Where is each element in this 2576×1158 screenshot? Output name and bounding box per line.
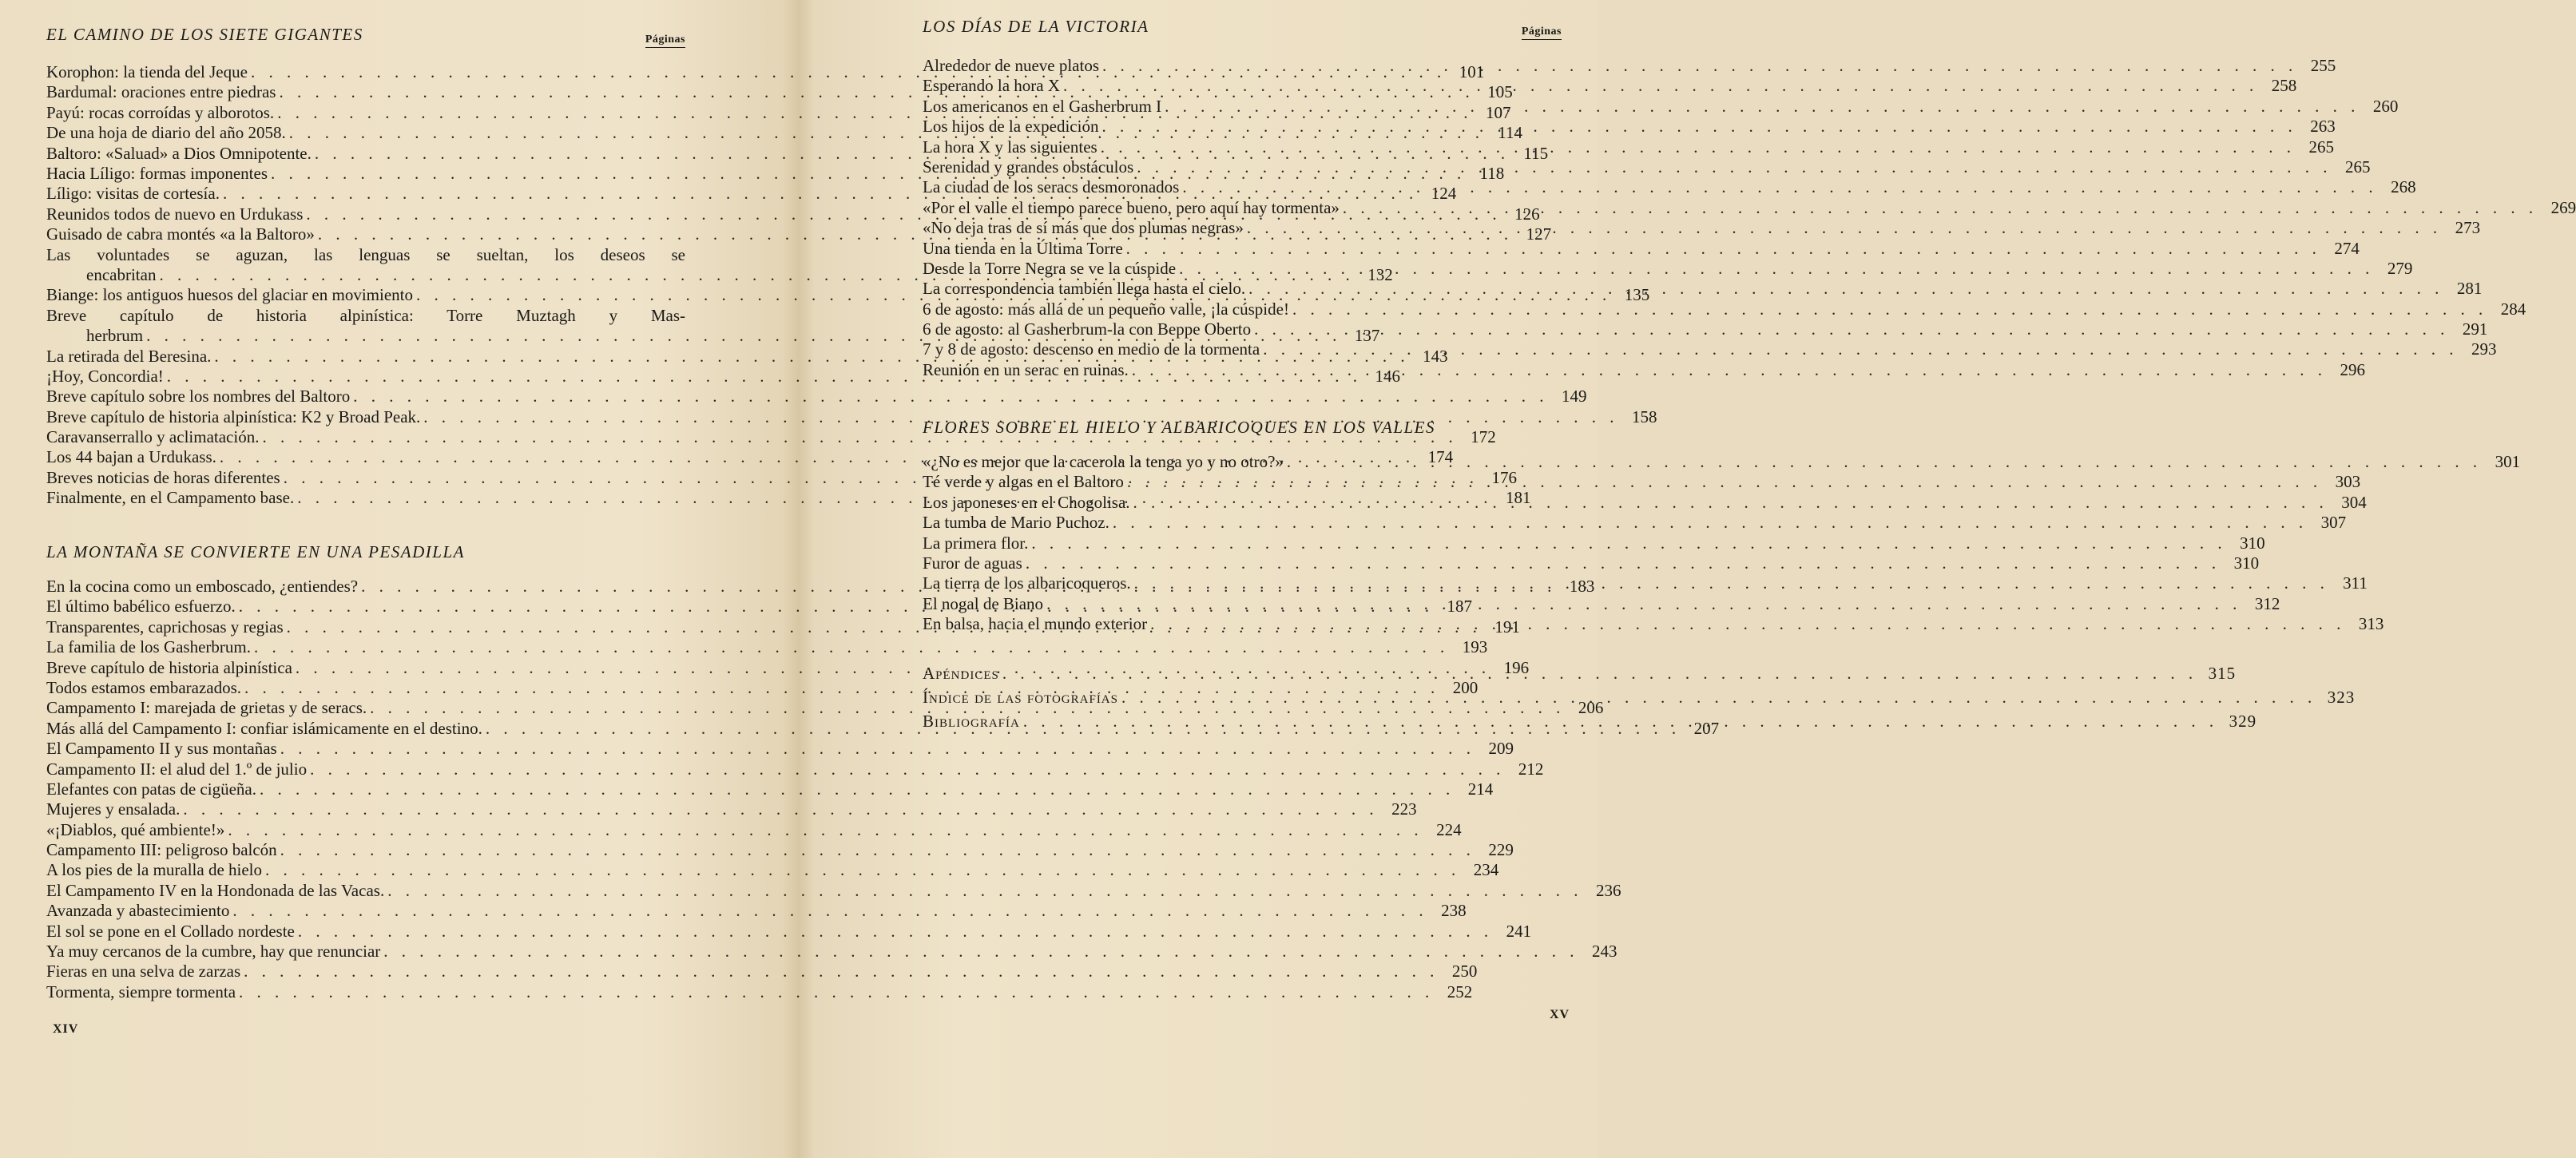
- toc-entry: [923, 238, 2360, 259]
- entry-title: Fieras en una selva de zarzas: [46, 962, 241, 982]
- entry-page-number: 229: [1488, 840, 1514, 860]
- toc-entry: [923, 533, 2265, 553]
- entry-title: 6 de agosto: más allá de un pequeño valle, ¡la cúspide!: [923, 299, 1289, 319]
- entry-title: Líligo: visitas de cortesía.: [46, 184, 220, 204]
- leader-dots: [1343, 198, 2538, 218]
- entry-page-number: 181: [1506, 488, 1531, 508]
- pages-label: Páginas: [1522, 26, 1562, 40]
- toc-entry: [46, 739, 1514, 759]
- entry-page-number: 250: [1451, 962, 1478, 982]
- toc-entry: [46, 921, 1532, 942]
- entry-page-number: 207: [1693, 718, 1720, 738]
- entry-title: Los japoneses en el Chogolisa.: [923, 492, 1130, 512]
- entry-title: Payú: rocas corroídas y alborotos.: [46, 102, 275, 122]
- entry-title: Los americanos en el Gasherbrum I: [923, 96, 1162, 116]
- toc-entry: [923, 197, 2576, 218]
- entry-title: En balsa, hacia el mundo exterior: [923, 614, 1148, 634]
- entry-title: Furor de aguas: [923, 553, 1022, 573]
- entry-title: Elefantes con patas de cigüeña.: [46, 779, 256, 799]
- toc-entry: [46, 637, 1488, 657]
- entry-title: Breve capítulo sobre los nombres del Baltoro: [46, 387, 351, 406]
- section-heading: [923, 415, 1562, 441]
- entry-page-number: 158: [1632, 406, 1657, 426]
- toc-entry: [46, 759, 1544, 779]
- entry-page-number: 149: [1562, 387, 1587, 406]
- entry-title: Hacia Líligo: formas imponentes: [46, 163, 268, 183]
- leader-dots: [1247, 218, 2442, 238]
- entry-page-number: 296: [2340, 359, 2366, 379]
- toc-entry: [46, 779, 1494, 799]
- entry-page-number: 143: [1423, 346, 1448, 366]
- entry-title: Reunidos todos de nuevo en Urdukass: [46, 204, 304, 224]
- toc-entry: [46, 406, 1657, 427]
- section-title: LOS DÍAS DE LA VICTORIA: [923, 17, 1149, 36]
- entry-title: El nogal de Biano: [923, 593, 1044, 613]
- entry-title: Té verde y algas en el Baltoro: [923, 472, 1124, 492]
- toc-entry: [46, 819, 1462, 840]
- leader-dots: [1002, 661, 2197, 685]
- leader-dots: [1133, 493, 2328, 513]
- toc-entry: [46, 840, 1514, 860]
- entry-title-continued: encabritan: [86, 264, 157, 284]
- entry-title-continued: herbrum: [86, 326, 144, 346]
- entry-title: Índice de las fotografías: [923, 688, 1118, 707]
- entry-page-number: 301: [2495, 452, 2521, 471]
- leader-dots: [1046, 594, 2241, 614]
- toc-entry: [46, 387, 1587, 406]
- leader-dots: [1182, 177, 2377, 197]
- entry-page-number: 196: [1503, 657, 1530, 677]
- entry-page-number: 252: [1447, 982, 1473, 1001]
- entry-page-number: 269: [2550, 197, 2576, 217]
- leader-dots: [1179, 259, 2374, 279]
- entry-title: Las voluntades se aguzan, las lenguas se sueltan, los deseos se: [46, 244, 685, 264]
- entry-page-number: 137: [1354, 326, 1380, 346]
- entry-page-number: 263: [2310, 117, 2336, 137]
- toc-entry: [46, 860, 1499, 880]
- toc-entry: [923, 117, 2336, 137]
- leader-dots: [1031, 533, 2226, 553]
- leader-dots: [1287, 452, 2482, 472]
- entry-title: La familia de los Gasherbrum.: [46, 637, 251, 657]
- entry-title: Reunión en un serac en ruinas.: [923, 359, 1129, 379]
- entry-page-number: 146: [1375, 366, 1401, 386]
- toc-entry: [923, 593, 2280, 614]
- entry-title: En la cocina como un emboscado, ¿entiendes?: [46, 577, 359, 596]
- entry-page-number: 206: [1578, 698, 1604, 718]
- toc-entry: [923, 76, 2297, 96]
- toc-entry: [923, 472, 2361, 492]
- entry-page-number: 176: [1491, 467, 1517, 487]
- entry-title: El Campamento IV en la Hondonada de las Vacas.: [46, 880, 385, 900]
- toc-entry: [923, 137, 2334, 157]
- entry-title: Una tienda en la Última Torre: [923, 238, 1123, 258]
- entry-page-number: 255: [2310, 56, 2336, 75]
- entry-title: «¡Diablos, qué ambiente!»: [46, 819, 225, 839]
- entry-page-number: 193: [1462, 637, 1488, 657]
- toc-entry: [923, 614, 2384, 634]
- entry-page-number: 312: [2254, 593, 2280, 613]
- toc-entry: [923, 177, 2416, 197]
- entry-title: Más allá del Campamento I: confiar islámicamente en el destino.: [46, 718, 482, 738]
- entry-page-number: 187: [1447, 597, 1473, 617]
- entry-page-number: 214: [1467, 779, 1494, 799]
- section-heading: [46, 540, 685, 565]
- entry-title: ¡Hoy, Concordia!: [46, 366, 164, 386]
- entry-page-number: 101: [1459, 62, 1485, 81]
- entry-page-number: 224: [1436, 819, 1462, 839]
- entry-title: «¿No es mejor que la cacerola la tenga yo y no otro?»: [923, 452, 1284, 471]
- leader-dots: [1121, 685, 2316, 709]
- leader-dots: [1134, 573, 2329, 593]
- entry-title: Alrededor de nueve platos: [923, 56, 1100, 75]
- entry-title: El último babélico esfuerzo.: [46, 597, 236, 617]
- entry-page-number: 126: [1514, 204, 1540, 224]
- toc-entry: [923, 299, 2526, 319]
- entry-page-number: 238: [1441, 901, 1467, 921]
- entry-title: La retirada del Beresina.: [46, 346, 212, 366]
- entry-page-number: 265: [2308, 137, 2334, 157]
- entry-title: El Campamento II y sus montañas: [46, 739, 277, 759]
- toc-entry: [923, 319, 2488, 339]
- entry-title: El sol se pone en el Collado nordeste: [46, 921, 295, 941]
- entry-title: Breve capítulo de historia alpinística: Torre Muztagh y Mas-: [46, 305, 685, 325]
- entry-page-number: 107: [1485, 102, 1511, 122]
- entry-page-number: 291: [2462, 319, 2488, 339]
- toc-entry: [46, 942, 1617, 962]
- toc-entry: [923, 157, 2371, 177]
- entry-page-number: 114: [1498, 123, 1522, 143]
- entry-title: La correspondencia también llega hasta el cielo.: [923, 279, 1246, 299]
- entry-title: Breve capítulo de historia alpinística: K2 y Broad Peak.: [46, 406, 421, 426]
- entry-title: Guisado de cabra montés «a la Baltoro»: [46, 224, 315, 244]
- entry-page-number: 313: [2358, 614, 2384, 634]
- entry-page-number: 243: [1592, 942, 1617, 962]
- toc-entry: [923, 96, 2399, 117]
- entry-title: Esperando la hora X: [923, 76, 1061, 96]
- entry-title: La primera flor.: [923, 533, 1029, 553]
- entry-title: Los 44 bajan a Urdukass.: [46, 447, 216, 467]
- entry-title: Bibliografía: [923, 712, 1020, 731]
- entry-title: Tormenta, siempre tormenta: [46, 982, 236, 1001]
- entry-title: Los hijos de la expedición: [923, 117, 1099, 137]
- entry-page-number: 273: [2455, 218, 2481, 238]
- toc-entry: [923, 339, 2497, 359]
- toc-entry: [923, 661, 2237, 685]
- entry-title: Korophon: la tienda del Jeque: [46, 62, 248, 81]
- entry-page-number: 124: [1431, 184, 1457, 204]
- entry-title: La tierra de los albaricoqueros.: [923, 573, 1131, 593]
- entry-title: Baltoro: «Saluad» a Dios Omnipotente.: [46, 143, 312, 163]
- entry-title: Breve capítulo de historia alpinística: [46, 657, 292, 677]
- entry-title: Avanzada y abastecimiento: [46, 901, 230, 921]
- entry-title: Bardumal: oraciones entre piedras: [46, 82, 276, 102]
- leader-dots: [1132, 360, 2327, 380]
- section-heading: [46, 22, 685, 48]
- leader-dots: [1137, 157, 2332, 177]
- leader-dots: [1292, 299, 2487, 319]
- toc-entry: [923, 452, 2521, 472]
- entry-title: Ya muy cercanos de la cumbre, hay que renunciar: [46, 942, 381, 962]
- leader-dots: [1254, 319, 2449, 339]
- entry-page-number: 268: [2391, 177, 2416, 197]
- entry-page-number: 304: [2341, 492, 2367, 512]
- leader-dots: [1101, 117, 2296, 137]
- leader-dots: [1113, 513, 2308, 533]
- entry-page-number: 105: [1487, 82, 1513, 102]
- leader-dots: [1165, 97, 2360, 117]
- entry-page-number: 191: [1494, 617, 1520, 637]
- entry-title: La tumba de Mario Puchoz.: [923, 513, 1109, 533]
- entry-page-number: 118: [1479, 163, 1505, 183]
- entry-title: «No deja tras de sí más que dos plumas negras»: [923, 218, 1244, 238]
- entry-title: Apéndices: [923, 664, 999, 683]
- entry-page-number: 274: [2334, 238, 2360, 258]
- section-heading: [923, 14, 1562, 40]
- entry-page-number: 310: [2233, 553, 2260, 573]
- entry-page-number: 241: [1506, 921, 1532, 941]
- entry-title: Mujeres y ensalada.: [46, 799, 181, 819]
- entry-title: 6 de agosto: al Gasherbrum-la con Beppe Oberto: [923, 319, 1252, 339]
- folio: XV: [1550, 1008, 1570, 1021]
- folio: XIV: [53, 1022, 79, 1036]
- entry-title: La hora X y las siguientes: [923, 137, 1097, 157]
- entry-page-number: 223: [1391, 799, 1417, 819]
- section-title: EL CAMINO DE LOS SIETE GIGANTES: [46, 25, 363, 44]
- leader-dots: [1063, 76, 2258, 96]
- entry-title: De una hoja de diario del año 2058.: [46, 123, 286, 143]
- toc-entry: [46, 799, 1417, 819]
- entry-title: Biange: los antiguos huesos del glaciar en movimiento: [46, 285, 413, 305]
- toc-entry: [923, 553, 2260, 573]
- entry-page-number: 281: [2456, 279, 2483, 299]
- toc-entry: [46, 901, 1467, 921]
- entry-title: A los pies de la muralla de hielo: [46, 860, 263, 880]
- leader-dots: [1263, 339, 2458, 359]
- leader-dots: [1023, 709, 2218, 733]
- entry-page-number: 212: [1518, 759, 1544, 779]
- entry-page-number: 172: [1471, 427, 1496, 447]
- entry-page-number: 303: [2335, 472, 2361, 492]
- entry-title: Finalmente, en el Campamento base.: [46, 488, 295, 508]
- toc-entry: [46, 962, 1478, 982]
- toc-entry: [923, 258, 2413, 279]
- leader-dots: [1102, 56, 2297, 76]
- entry-title: Todos estamos embarazados.: [46, 677, 242, 697]
- entry-page-number: 260: [2372, 96, 2399, 116]
- section-title: LA MONTAÑA SE CONVIERTE EN UNA PESADILLA: [46, 542, 465, 561]
- entry-title: Breves noticias de horas diferentes: [46, 467, 280, 487]
- entry-page-number: 258: [2271, 76, 2297, 96]
- toc-entry: [923, 218, 2481, 238]
- pages-label: Páginas: [645, 34, 685, 48]
- leader-dots: [1126, 239, 2321, 259]
- section-title: FLORES SOBRE EL HIELO Y ALBARICOQUES EN LOS VALLES: [923, 418, 1436, 437]
- leader-dots: [1101, 137, 2296, 157]
- entry-page-number: 279: [2387, 258, 2413, 278]
- entry-page-number: 200: [1452, 677, 1479, 697]
- toc-entry: [923, 492, 2367, 513]
- entry-page-number: 265: [2344, 157, 2371, 176]
- entry-page-number: 234: [1473, 860, 1499, 880]
- entry-page-number: 293: [2471, 339, 2497, 359]
- toc-entry: [46, 698, 1604, 718]
- entry-page-number: 132: [1367, 264, 1393, 284]
- toc-entry: [46, 880, 1621, 901]
- entry-page-number: 284: [2500, 299, 2526, 319]
- toc-entry: [923, 359, 2366, 380]
- entry-title: «Por el valle el tiempo parece bueno, pero aquí hay tormenta»: [923, 197, 1340, 217]
- entry-page-number: 315: [2208, 664, 2237, 683]
- entry-page-number: 311: [2343, 573, 2368, 593]
- entry-title: La ciudad de los seracs desmoronados: [923, 177, 1180, 197]
- toc-entry: [923, 513, 2347, 533]
- leader-dots: [1127, 472, 2322, 492]
- entry-title: Campamento II: el alud del 1.º de julio: [46, 759, 308, 779]
- leader-dots: [1150, 614, 2345, 634]
- entry-title: Campamento I: marejada de grietas y de seracs.: [46, 698, 367, 718]
- entry-page-number: 183: [1569, 577, 1595, 596]
- leader-dots: [1026, 553, 2221, 573]
- entry-page-number: 135: [1624, 285, 1650, 305]
- entry-title: Desde la Torre Negra se ve la cúspide: [923, 258, 1177, 278]
- entry-page-number: 174: [1427, 447, 1454, 467]
- entry-title: Serenidad y grandes obstáculos: [923, 157, 1134, 176]
- entry-title: 7 y 8 de agosto: descenso en medio de la tormenta: [923, 339, 1260, 359]
- entry-page-number: 310: [2240, 533, 2265, 553]
- entry-title: Caravanserrallo y aclimatación.: [46, 427, 260, 447]
- toc-entry: [46, 982, 1473, 1002]
- toc-entry: [923, 56, 2336, 76]
- entry-page-number: 323: [2327, 688, 2356, 707]
- entry-page-number: 209: [1488, 739, 1514, 759]
- entry-page-number: 115: [1523, 143, 1549, 163]
- entry-title: Transparentes, caprichosas y regias: [46, 617, 284, 637]
- leader-dots: [1248, 279, 2443, 299]
- entry-page-number: 307: [2320, 513, 2347, 533]
- entry-page-number: 236: [1595, 880, 1621, 900]
- entry-page-number: 329: [2229, 712, 2257, 731]
- entry-page-number: 127: [1526, 224, 1552, 244]
- entry-title: Campamento III: peligroso balcón: [46, 840, 277, 860]
